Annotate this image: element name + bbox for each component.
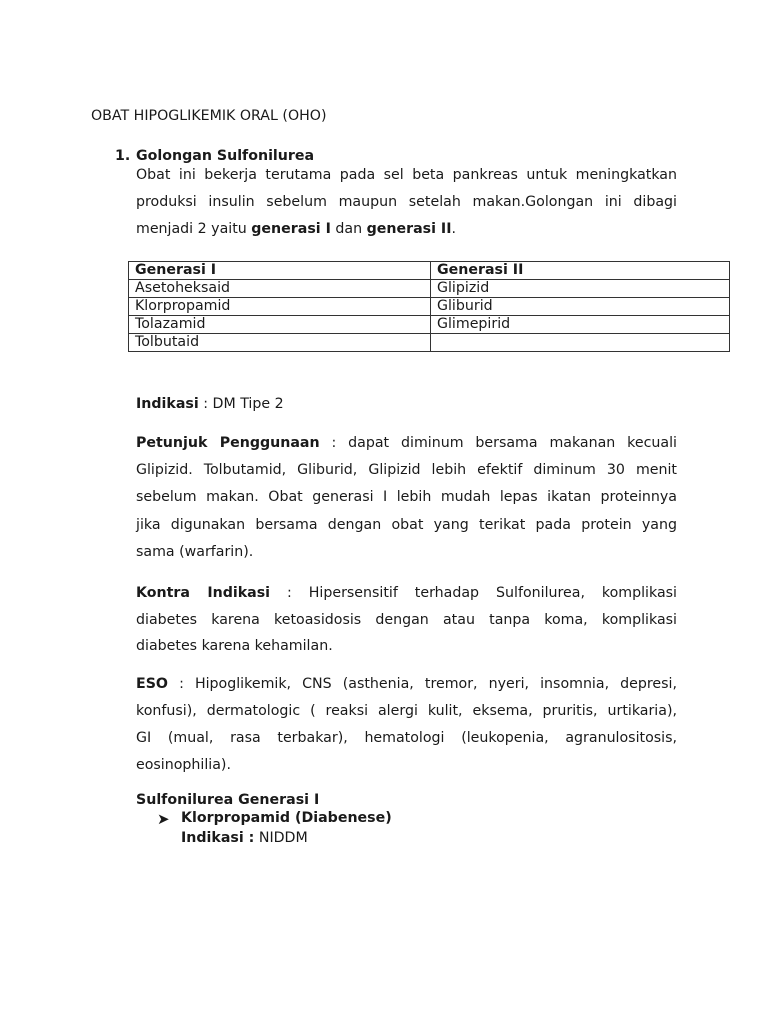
- kontra-line-3: diabetes karena kehamilan.: [136, 638, 333, 654]
- petunjuk-line-3: sebelum makan. Obat generasi I lebih mudah lepas ikatan proteinnya: [136, 489, 677, 505]
- table-cell: Tolazamid: [129, 316, 431, 334]
- table-row: [129, 298, 730, 316]
- eso-line-4: eosinophilia).: [136, 757, 231, 773]
- intro-line-3: menjadi 2 yaitu generasi I dan generasi II.: [136, 221, 457, 237]
- table-row: [129, 280, 730, 298]
- document-title: OBAT HIPOGLIKEMIK ORAL (OHO): [91, 108, 327, 124]
- indikasi-line: Indikasi : DM Tipe 2: [136, 396, 284, 412]
- section-heading: Golongan Sulfonilurea: [136, 148, 315, 164]
- table-row: [129, 316, 730, 334]
- section-number: 1.: [115, 148, 131, 164]
- drug-indikasi: Indikasi : NIDDM: [181, 830, 308, 846]
- table-cell: Glipizid: [431, 280, 730, 298]
- table-cell: Asetoheksaid: [129, 280, 431, 298]
- eso-line-3: GI (mual, rasa terbakar), hematologi (leukopenia, agranulositosis,: [136, 730, 677, 746]
- kontra-line-2: diabetes karena ketoasidosis dengan atau tanpa koma, komplikasi: [136, 612, 677, 628]
- intro-line-2: produksi insulin sebelum maupun setelah makan.Golongan ini dibagi: [136, 194, 677, 210]
- table-header-gen2: Generasi II: [431, 262, 730, 280]
- table-cell: Gliburid: [431, 298, 730, 316]
- intro-line-1: Obat ini bekerja terutama pada sel beta pankreas untuk meningkatkan: [136, 167, 677, 183]
- generation-table: [128, 261, 730, 352]
- petunjuk-line-1: Petunjuk Penggunaan : dapat diminum bersama makanan kecuali: [136, 435, 677, 451]
- petunjuk-line-2: Glipizid. Tolbutamid, Gliburid, Glipizid lebih efektif diminum 30 menit: [136, 462, 677, 478]
- table-cell: Glimepirid: [431, 316, 730, 334]
- kontra-line-1: Kontra Indikasi : Hipersensitif terhadap Sulfonilurea, komplikasi: [136, 585, 677, 601]
- arrow-bullet-icon: ➤: [157, 810, 170, 828]
- eso-line-2: konfusi), dermatologic ( reaksi alergi kulit, eksema, pruritis, urtikaria),: [136, 703, 677, 719]
- subsection-heading: Sulfonilurea Generasi I: [136, 792, 320, 808]
- table-cell: [431, 334, 730, 352]
- eso-line-1: ESO : Hipoglikemik, CNS (asthenia, tremor, nyeri, insomnia, depresi,: [136, 676, 677, 692]
- drug-item: Klorpropamid (Diabenese): [181, 810, 392, 826]
- petunjuk-line-5: sama (warfarin).: [136, 544, 254, 560]
- table-cell: Tolbutaid: [129, 334, 431, 352]
- table-cell: Klorpropamid: [129, 298, 431, 316]
- table-header-gen1: Generasi I: [129, 262, 431, 280]
- table-row: [129, 334, 730, 352]
- petunjuk-line-4: jika digunakan bersama dengan obat yang terikat pada protein yang: [136, 517, 677, 533]
- table-header-row: [129, 262, 730, 280]
